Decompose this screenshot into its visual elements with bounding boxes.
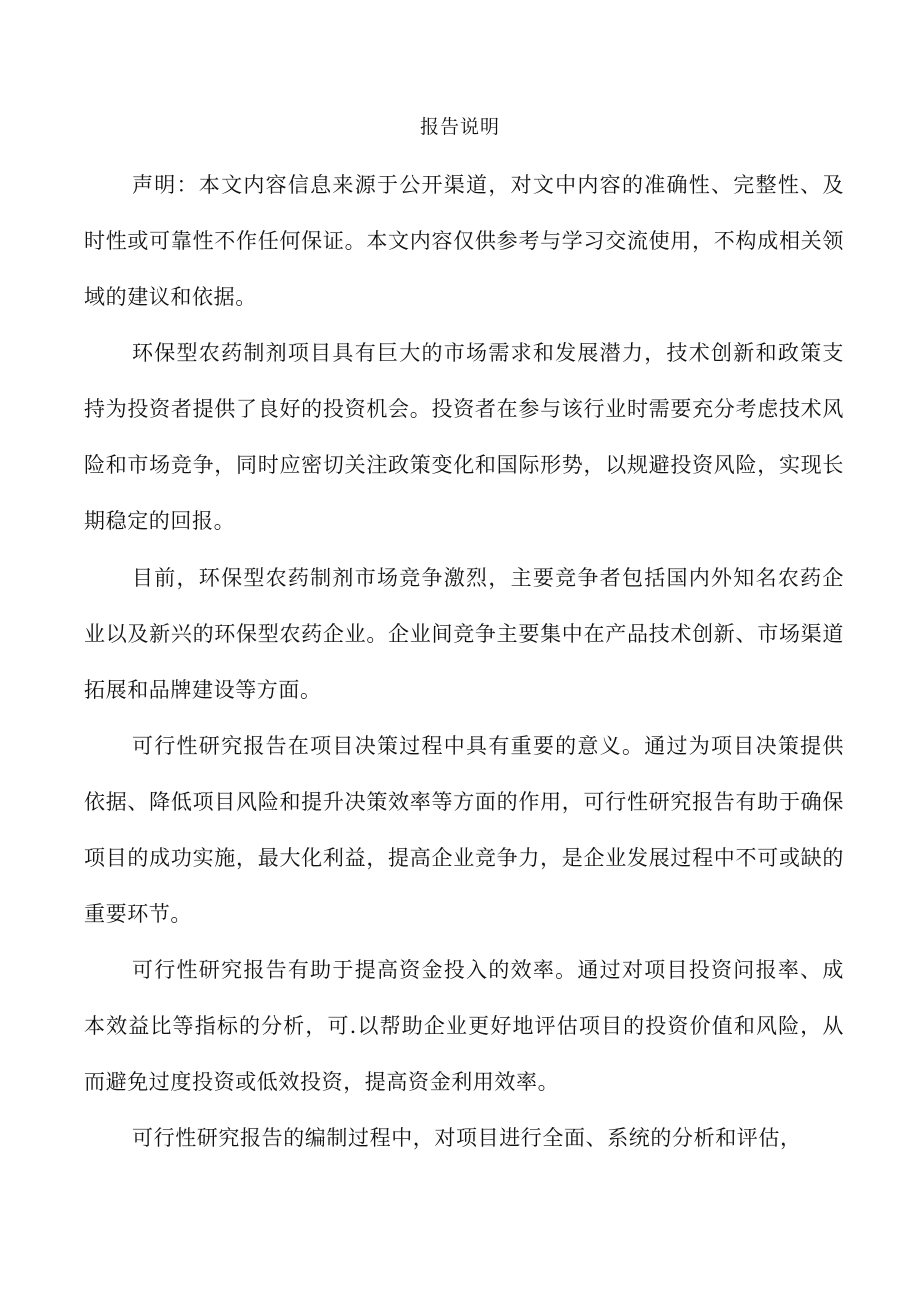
disclaimer-paragraph: 声明：本文内容信息来源于公开渠道，对文中内容的准确性、完整性、及时性或可靠性不作任何保证。本文内容仅供参考与学习交流使用，不构成相关领域的建议和依据。	[84, 173, 844, 309]
page-title: 报告说明	[419, 116, 500, 138]
body-paragraph: 可行性研究报告的编制过程中，对项目进行全面、系统的分析和评估，	[132, 1126, 802, 1150]
body-paragraph: 目前，环保型农药制剂市场竞争激烈，主要竞争者包括国内外知名农药企业以及新兴的环保型农药企业。企业间竞争主要集中在产品技术创新、市场渠道拓展和品牌建设等方面。	[84, 566, 844, 702]
body-paragraph: 可行性研究报告有助于提高资金投入的效率。通过对项目投资问报率、成本效益比等指标的分析，可.以帮助企业更好地评估项目的投资价值和风险，从而避免过度投资或低效投资，提高资金利用效率。	[84, 958, 844, 1094]
body-paragraph: 环保型农药制剂项目具有巨大的市场需求和发展潜力，技术创新和政策支持为投资者提供了良好的投资机会。投资者在参与该行业时需要充分考虑技术风险和市场竞争，同时应密切关注政策变化和国际形势，以规避投资风险，实现长期稳定的回报。	[84, 341, 844, 533]
body-paragraph: 可行性研究报告在项目决策过程中具有重要的意义。通过为项目决策提供依据、降低项目风险和提升决策效率等方面的作用，可行性研究报告有助于确保项目的成功实施，最大化利益，提高企业竞争力，是企业发展过程中不可或缺的重要环节。	[84, 734, 844, 926]
